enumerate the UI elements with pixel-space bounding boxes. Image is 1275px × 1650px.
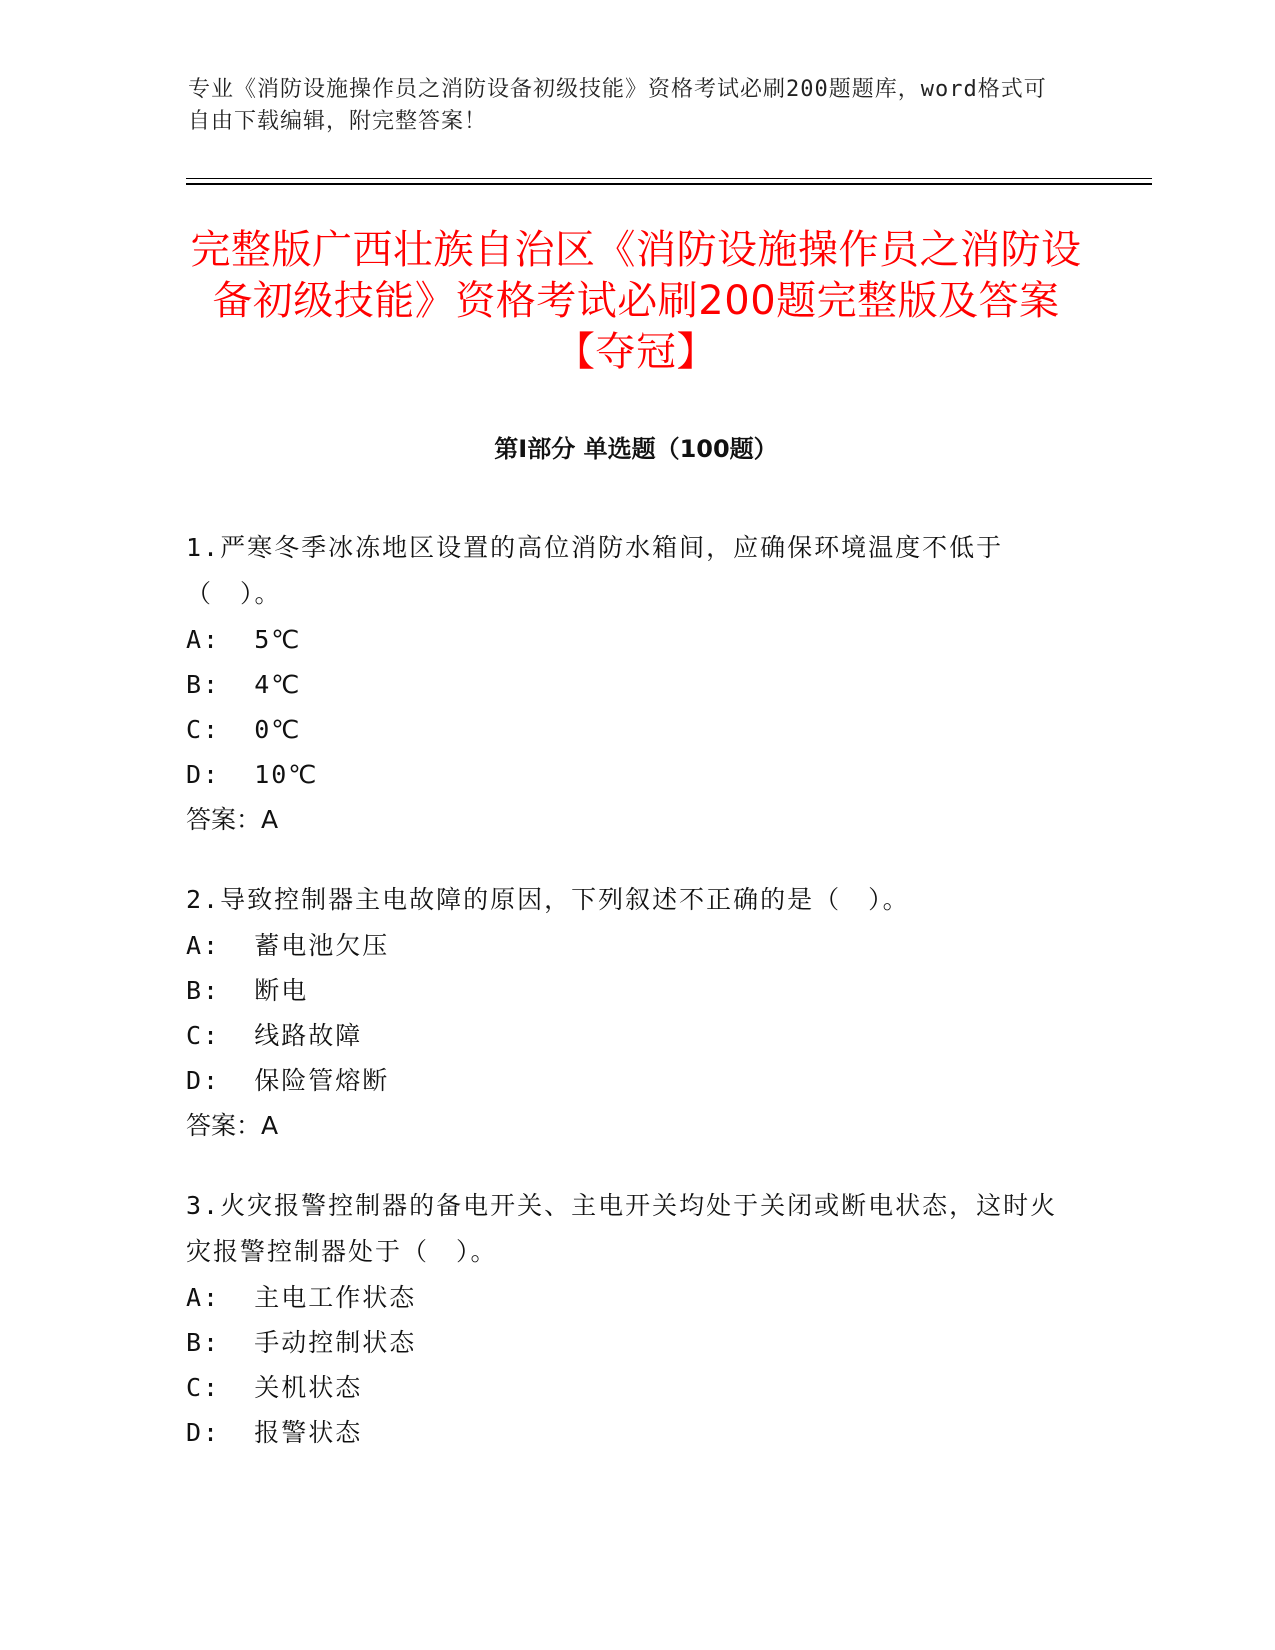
option-c: C: 0℃ [186, 715, 302, 744]
option-a: A: 蓄电池欠压 [186, 931, 390, 960]
answer-line: 答案：A [186, 805, 279, 834]
document-title: 完整版广西壮族自治区《消防设施操作员之消防设备初级技能》资格考试必刷200题完整版及答案【夺冠】 [190, 227, 1082, 375]
option-c: C: 关机状态 [186, 1373, 363, 1402]
section-heading: 第I部分 单选题（100题） [494, 435, 778, 463]
question-text: 3.火灾报警控制器的备电开关、主电开关均处于关闭或断电状态，这时火灾报警控制器处于（ ）。 [186, 1191, 1058, 1266]
option-b: B: 4℃ [186, 670, 302, 699]
option-c: C: 线路故障 [186, 1021, 363, 1050]
header-divider-bottom [186, 183, 1152, 185]
option-d: D: 保险管熔断 [186, 1066, 390, 1095]
question-list [186, 525, 1066, 1489]
option-a: A: 5℃ [186, 625, 302, 654]
question-text: 1.严寒冬季冰冻地区设置的高位消防水箱间，应确保环境温度不低于（ ）。 [186, 533, 1004, 608]
option-d: D: 报警状态 [186, 1418, 363, 1447]
question-item [186, 877, 1066, 1149]
option-d: D: 10℃ [186, 760, 319, 789]
option-b: B: 手动控制状态 [186, 1328, 417, 1357]
question-item [186, 1183, 1066, 1455]
question-item [186, 525, 1066, 843]
header-note: 专业《消防设施操作员之消防设备初级技能》资格考试必刷200题题库，word格式可自由下载编辑，附完整答案！ [188, 77, 1047, 134]
header-divider-top [186, 178, 1152, 179]
option-b: B: 断电 [186, 976, 309, 1005]
option-a: A: 主电工作状态 [186, 1283, 417, 1312]
answer-line: 答案：A [186, 1111, 279, 1140]
question-text: 2.导致控制器主电故障的原因，下列叙述不正确的是（ ）。 [186, 885, 910, 914]
